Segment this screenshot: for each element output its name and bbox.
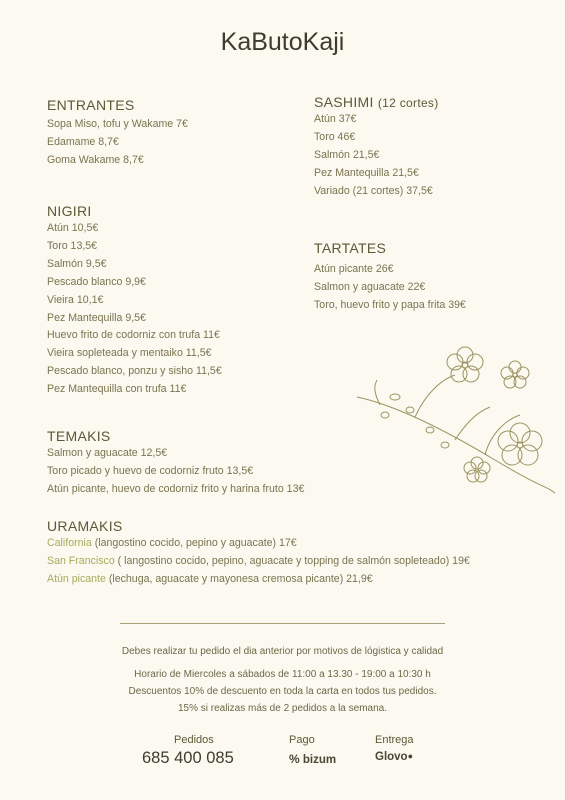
blossom-3: [498, 423, 542, 465]
discount-note: Descuentos 10% de descuento en toda la carta en todos tus pedidos.: [128, 686, 437, 697]
list-item: Pez Mantequilla 9,5€: [47, 311, 146, 324]
sashimi-list: [314, 111, 433, 201]
divider: [120, 623, 445, 624]
list-item: Atún 10,5€: [47, 222, 99, 234]
uramaki-name: California: [47, 537, 92, 549]
list-item: Pez Mantequilla 21,5€: [314, 166, 419, 179]
blossom-1: [447, 347, 483, 382]
list-item: Sopa Miso, tofu y Wakame 7€: [47, 118, 188, 130]
list-item: Vieira sopleteada y mentaiko 11,5€: [47, 347, 212, 360]
hours-note: Horario de Miercoles a sábados de 11:00 a 13.30 - 19:00 a 10:30 h: [134, 669, 431, 680]
glovo-pin-icon: ●: [407, 751, 414, 761]
logo-text: KaButoKaji: [220, 28, 345, 56]
blossom-2: [501, 361, 529, 388]
bizum-text: bizum: [302, 754, 337, 766]
list-item: [47, 535, 470, 553]
pago-label: Pago: [289, 734, 315, 746]
entrantes-list: [47, 116, 188, 170]
glovo-text: Glovo: [375, 751, 408, 763]
order-note: Debes realizar tu pedido el dia anterior por motivos de lógistica y calidad: [121, 646, 444, 657]
list-item: Toro 46€: [314, 130, 356, 143]
list-item: Salmon y aguacate 22€: [314, 280, 426, 293]
section-title-nigiri: NIGIRI: [47, 203, 92, 219]
sashimi-subtitle: (12 cortes): [377, 96, 439, 110]
list-item: [47, 571, 470, 589]
list-item: Toro 13,5€: [47, 239, 98, 252]
list-item: Goma Wakame 8,7€: [47, 153, 144, 166]
list-item: Variado (21 cortes) 37,5€: [314, 184, 433, 197]
section-title-temakis: TEMAKIS: [47, 428, 111, 444]
list-item: Salmon y aguacate 12,5€: [47, 447, 168, 459]
list-item: Pescado blanco, ponzu y sisho 11,5€: [47, 365, 222, 378]
section-title-sashimi: [314, 94, 439, 110]
section-title-tartates: TARTATES: [314, 240, 387, 256]
uramaki-desc: (langostino cocido, pepino y aguacate) 17€: [91, 537, 297, 549]
blossom-4: [464, 457, 490, 482]
list-item: Salmón 9,5€: [47, 257, 107, 270]
list-item: Atún picante, huevo de codorniz frito y harina fruto 13€: [47, 482, 305, 495]
bizum-icon: %: [289, 752, 300, 766]
list-item: Atún picante 26€: [314, 263, 394, 275]
list-item: [47, 553, 470, 571]
temakis-list: [47, 445, 304, 499]
entrega-label: Entrega: [375, 734, 414, 746]
sashimi-title: SASHIMI: [314, 94, 374, 110]
list-item: Salmón 21,5€: [314, 148, 380, 161]
uramakis-list: [47, 535, 470, 589]
list-item: Pescado blanco 9,9€: [47, 275, 146, 288]
section-title-entrantes: ENTRANTES: [47, 97, 135, 113]
flower-branch-illustration: [355, 335, 560, 500]
glovo-logo: [375, 751, 413, 763]
pedidos-label: Pedidos: [174, 734, 214, 746]
phone-number[interactable]: 685 400 085: [142, 749, 234, 767]
uramaki-desc: (lechuga, aguacate y mayonesa cremosa picante) 21,9€: [105, 572, 373, 585]
tartates-list: [314, 261, 466, 315]
buds: [381, 394, 449, 448]
uramaki-desc: ( langostino cocido, pepino, aguacate y topping de salmón sopleteado) 19€: [114, 554, 470, 567]
nigiri-list: [47, 220, 222, 399]
list-item: Vieira 10,1€: [47, 293, 104, 306]
list-item: Atún 37€: [314, 113, 357, 125]
list-item: Toro picado y huevo de codorniz fruto 13,5€: [47, 464, 254, 477]
bizum-logo: [289, 752, 336, 766]
list-item: Edamame 8,7€: [47, 135, 119, 148]
list-item: Pez Mantequilla con trufa 11€: [47, 383, 187, 396]
uramaki-name: San Francisco: [47, 554, 115, 567]
uramaki-name: Atún picante: [47, 572, 106, 585]
section-title-uramakis: URAMAKIS: [47, 518, 123, 534]
restaurant-logo: [0, 28, 565, 57]
list-item: Toro, huevo frito y papa frita 39€: [314, 298, 466, 311]
discount-note-2: 15% si realizas más de 2 pedidos a la semana.: [177, 703, 387, 714]
list-item: Huevo frito de codorniz con trufa 11€: [47, 329, 220, 342]
